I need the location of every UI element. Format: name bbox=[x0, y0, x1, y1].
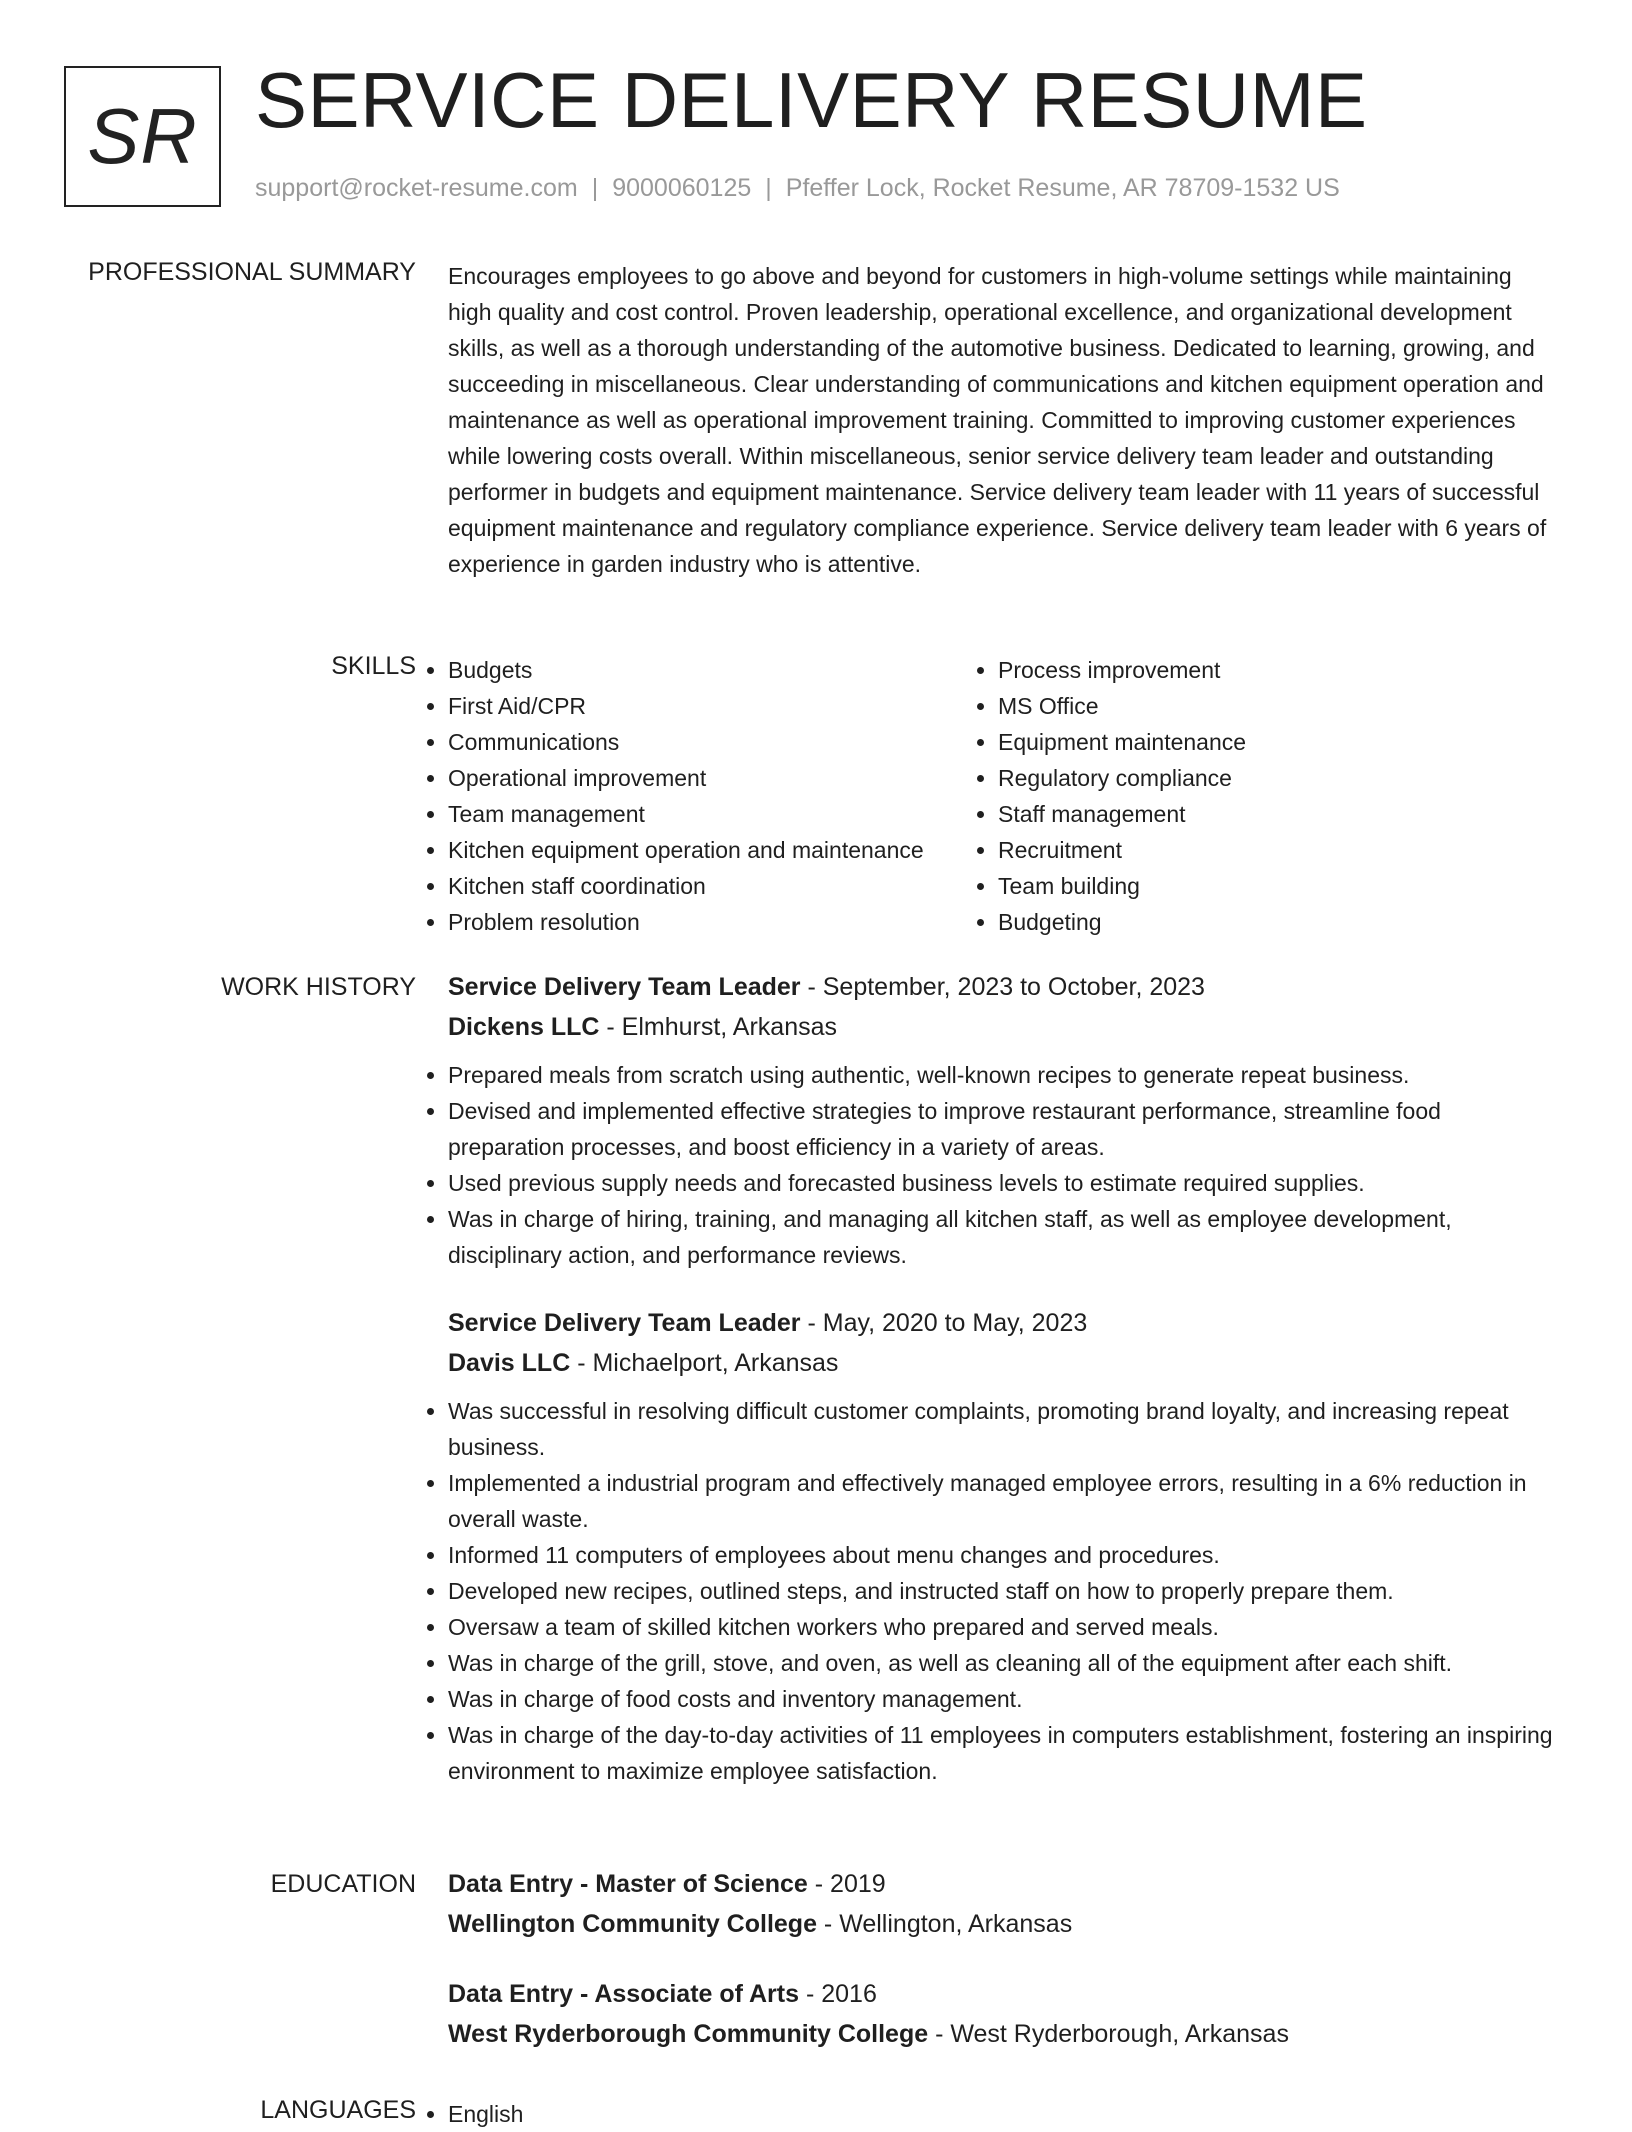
job-bullets bbox=[404, 1057, 1560, 1273]
monogram-logo: SR bbox=[64, 66, 221, 207]
education-year: - 2019 bbox=[807, 1870, 886, 1898]
education-degree-line bbox=[448, 1974, 1560, 2014]
job-bullet: • Used previous supply needs and forecasted business levels to estimate required supplies. bbox=[448, 1165, 1560, 1201]
education-entry bbox=[448, 1864, 1560, 1944]
job-dates: - September, 2023 to October, 2023 bbox=[800, 973, 1205, 1001]
summary-text: Encourages employees to go above and beyond for customers in high-volume settings while maintaining high quality and cost control. Proven leadership, operational excellence, and organizational development skills, as well as a thorough understanding of the automotive business. Dedicated to learning, growing, and succeeding in miscellaneous. Clear understanding of communications and kitchen equipment operation and maintenance as well as operational improvement training. Committed to improving customer experiences while lowering costs overall. Within miscellaneous, senior service delivery team leader and outstanding performer in budgets and equipment maintenance. Service delivery team leader with 11 years of successful equipment maintenance and regulatory compliance experience. Service delivery team leader with 6 years of experience in garden industry who is attentive. bbox=[448, 263, 1547, 577]
skill-item: • Kitchen staff coordination bbox=[448, 868, 954, 904]
job-location: - Elmhurst, Arkansas bbox=[599, 1013, 838, 1041]
skill-item: • Team building bbox=[998, 868, 1498, 904]
job-company: Dickens LLC bbox=[448, 1013, 600, 1041]
contact-separator: | bbox=[765, 174, 772, 202]
skill-item: • Communications bbox=[448, 724, 954, 760]
skill-item: • Budgets bbox=[448, 652, 954, 688]
job-company-line bbox=[448, 1343, 1560, 1383]
job-title: Service Delivery Team Leader bbox=[448, 973, 801, 1001]
job-title-line bbox=[448, 967, 1560, 1007]
section-label-summary: PROFESSIONAL SUMMARY bbox=[88, 258, 416, 286]
education-school-line bbox=[448, 1904, 1560, 1944]
job-bullet: • Was in charge of the day-to-day activities of 11 employees in computers establishment, fostering an inspiring environment to maximize employee satisfaction. bbox=[448, 1717, 1560, 1789]
job-bullet: • Was in charge of the grill, stove, and oven, as well as cleaning all of the equipment after each shift. bbox=[448, 1645, 1560, 1681]
education-school: West Ryderborough Community College bbox=[448, 2020, 929, 2048]
skill-item: • Staff management bbox=[998, 796, 1498, 832]
contact-email[interactable]: support@rocket-resume.com bbox=[255, 174, 578, 202]
section-label-skills: SKILLS bbox=[331, 652, 416, 680]
education-location: - Wellington, Arkansas bbox=[816, 1910, 1073, 1938]
education-school-line bbox=[448, 2014, 1560, 2054]
skills-columns bbox=[404, 652, 1516, 940]
skill-item: • Budgeting bbox=[998, 904, 1498, 940]
job-bullet: • Devised and implemented effective strategies to improve restaurant performance, streamline food preparation processes, and boost efficiency in a variety of areas. bbox=[448, 1093, 1560, 1165]
education-location: - West Ryderborough, Arkansas bbox=[928, 2020, 1289, 2048]
contact-separator: | bbox=[591, 174, 599, 202]
job-bullet: • Prepared meals from scratch using authentic, well-known recipes to generate repeat business. bbox=[448, 1057, 1560, 1093]
contact-address: Pfeffer Lock, Rocket Resume, AR 78709-1532 US bbox=[785, 174, 1340, 202]
languages-list bbox=[404, 2096, 1516, 2132]
language-item: • English bbox=[448, 2096, 1516, 2132]
job-bullet: • Informed 11 computers of employees about menu changes and procedures. bbox=[448, 1537, 1560, 1573]
job-company: Davis LLC bbox=[448, 1349, 571, 1377]
skill-item: • Problem resolution bbox=[448, 904, 954, 940]
skill-item: • Regulatory compliance bbox=[998, 760, 1498, 796]
job-bullet: • Was in charge of food costs and inventory management. bbox=[448, 1681, 1560, 1717]
job-entry bbox=[448, 967, 1560, 1273]
contact-line bbox=[255, 174, 1340, 203]
contact-phone[interactable]: 9000060125 bbox=[612, 174, 752, 202]
education-degree-line bbox=[448, 1864, 1560, 1904]
summary-body bbox=[448, 258, 1560, 582]
education-school: Wellington Community College bbox=[448, 1910, 817, 1938]
job-dates: - May, 2020 to May, 2023 bbox=[800, 1309, 1088, 1337]
skill-item: • Process improvement bbox=[998, 652, 1498, 688]
skill-item: • Kitchen equipment operation and maintenance bbox=[448, 832, 954, 868]
skill-item: • MS Office bbox=[998, 688, 1498, 724]
job-location: - Michaelport, Arkansas bbox=[570, 1349, 839, 1377]
page-title: SERVICE DELIVERY RESUME bbox=[255, 56, 1368, 144]
job-title: Service Delivery Team Leader bbox=[448, 1309, 801, 1337]
job-bullet: • Developed new recipes, outlined steps, and instructed staff on how to properly prepare them. bbox=[448, 1573, 1560, 1609]
education-entry bbox=[448, 1974, 1560, 2054]
education-year: - 2016 bbox=[799, 1980, 877, 2008]
section-label-education: EDUCATION bbox=[270, 1870, 416, 1898]
job-entry bbox=[448, 1303, 1560, 1789]
skill-item: • Team management bbox=[448, 796, 954, 832]
job-company-line bbox=[448, 1007, 1560, 1047]
education-degree: Data Entry - Associate of Arts bbox=[448, 1980, 800, 2008]
skill-item: • Equipment maintenance bbox=[998, 724, 1498, 760]
work-body bbox=[448, 973, 1560, 1819]
languages-body bbox=[404, 2096, 1516, 2132]
skill-item: • Recruitment bbox=[998, 832, 1498, 868]
skills-list-right bbox=[954, 652, 1498, 940]
education-degree: Data Entry - Master of Science bbox=[448, 1870, 808, 1898]
job-bullet: • Was successful in resolving difficult customer complaints, promoting brand loyalty, and increasing repeat business. bbox=[448, 1393, 1560, 1465]
job-bullet: • Oversaw a team of skilled kitchen workers who prepared and served meals. bbox=[448, 1609, 1560, 1645]
job-bullets bbox=[404, 1393, 1560, 1789]
section-label-languages: LANGUAGES bbox=[260, 2096, 416, 2124]
skill-item: • First Aid/CPR bbox=[448, 688, 954, 724]
education-body bbox=[448, 1864, 1560, 2084]
job-title-line bbox=[448, 1303, 1560, 1343]
section-label-work: WORK HISTORY bbox=[221, 973, 416, 1001]
skill-item: • Operational improvement bbox=[448, 760, 954, 796]
skills-list-left bbox=[404, 652, 954, 940]
job-bullet: • Implemented a industrial program and effectively managed employee errors, resulting in a 6% reduction in overall waste. bbox=[448, 1465, 1560, 1537]
job-bullet: • Was in charge of hiring, training, and managing all kitchen staff, as well as employee development, disciplinary action, and performance reviews. bbox=[448, 1201, 1560, 1273]
